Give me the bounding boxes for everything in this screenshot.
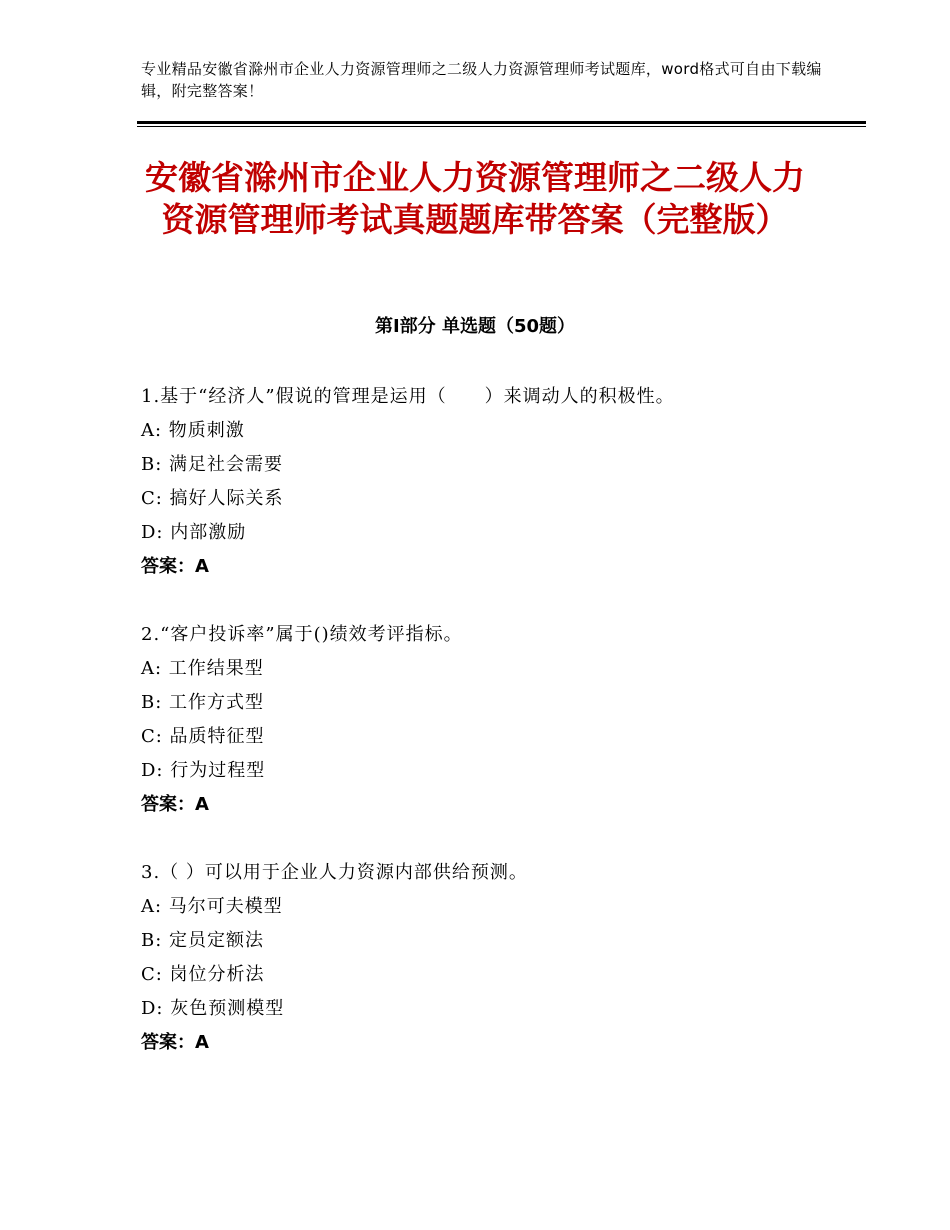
question-list (141, 380, 841, 1094)
document-title: 安徽省滁州市企业人力资源管理师之二级人力资源管理师考试真题题库带答案（完整版） (145, 158, 805, 239)
option-c: C: 岗位分析法 (141, 964, 265, 985)
option-a: A: 工作结果型 (141, 658, 264, 679)
option-b: B: 满足社会需要 (141, 454, 284, 475)
question-stem: 3.（ ）可以用于企业人力资源内部供给预测。 (141, 862, 528, 883)
option-b: B: 工作方式型 (141, 692, 265, 713)
option-d: D: 灰色预测模型 (141, 998, 285, 1019)
answer-label: 答案：A (141, 1032, 209, 1053)
option-d: D: 行为过程型 (141, 760, 266, 781)
question-1 (141, 380, 841, 584)
header-note: 专业精品安徽省滁州市企业人力资源管理师之二级人力资源管理师考试题库，word格式可自由下载编辑，附完整答案！ (141, 60, 822, 100)
answer-label: 答案：A (141, 794, 209, 815)
option-c: C: 品质特征型 (141, 726, 265, 747)
option-c: C: 搞好人际关系 (141, 488, 284, 509)
section-title: 第Ⅰ部分 单选题（50题） (374, 316, 575, 337)
option-a: A: 物质刺激 (141, 420, 245, 441)
option-a: A: 马尔可夫模型 (141, 896, 283, 917)
option-d: D: 内部激励 (141, 522, 247, 543)
header-divider-thin (137, 126, 866, 127)
question-stem: 1.基于“经济人”假说的管理是运用（ ）来调动人的积极性。 (141, 386, 675, 407)
question-3 (141, 856, 841, 1060)
answer-label: 答案：A (141, 556, 209, 577)
option-b: B: 定员定额法 (141, 930, 265, 951)
header-divider-thick (137, 121, 866, 124)
question-2 (141, 618, 841, 822)
question-stem: 2.“客户投诉率”属于()绩效考评指标。 (141, 624, 463, 645)
